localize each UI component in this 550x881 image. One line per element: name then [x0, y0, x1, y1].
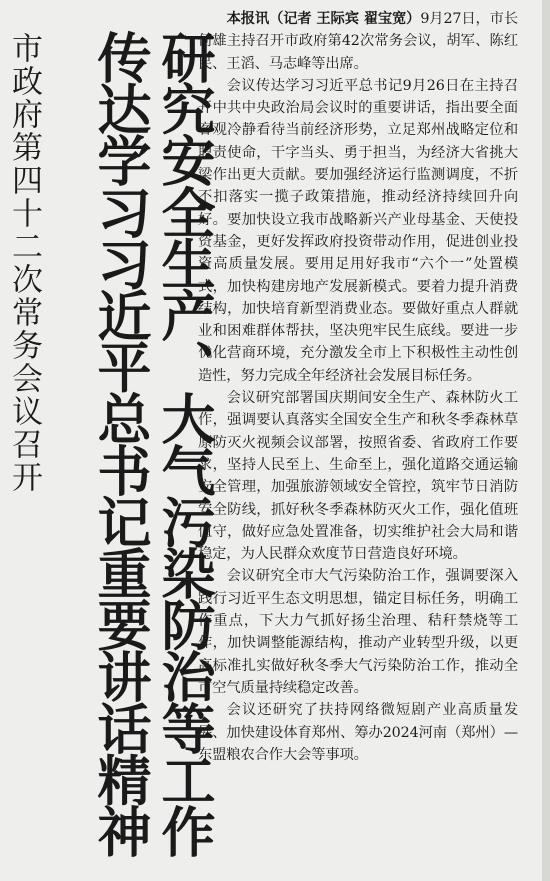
article-lead-text: 9月27日，市长何雄主持召开市政府第42次常务会议，胡军、陈红民、王滔、马志峰等出席。 — [198, 11, 518, 72]
article-subheadline: 市政府第四十二次常务会议召开 — [6, 32, 42, 494]
article-paragraph — [198, 8, 518, 75]
article-byline: 本报讯（记者 王际宾 翟宝宽） — [226, 11, 421, 27]
article-headline: 研究安全生产、大气污染防治等工作传达学习习近平总书记重要讲话精神 — [89, 30, 216, 856]
article-paragraph: 会议还研究了扶持网络微短剧产业高质量发展、加快建设体育郑州、筹办2024河南（郑州）—东盟粮农合作大会等事项。 — [198, 702, 518, 763]
article-paragraph: 会议研究部署国庆期间安全生产、森林防火工作，强调要认真落实全国安全生产和秋冬季森林草原防灭火视频会议部署，按照省委、省政府工作要求，坚持人民至上、生命至上，强化道路交通运输安全管理，加强旅游领域安全管控，筑牢节日消防安全防线，抓好秋冬季森林防灭火工作，强化值班值守，做好应急处置准备，切实维护社会大局和谐稳定，为人民群众欢度节日营造良好环境。 — [198, 390, 518, 563]
page-edge-divider — [542, 0, 550, 881]
article-body — [198, 8, 518, 766]
article-paragraph: 会议传达学习习近平总书记9月26日在主持召开中共中央政治局会议时的重要讲话，指出要全面客观冷静看待当前经济形势，立足郑州战略定位和职责使命，干字当头、勇于担当，为经济大省挑大梁作出更大贡献。要加强经济运行监测调度，不折不扣落实一揽子政策措施，推动经济持续回升向好。要加快设立我市战略新兴产业母基金、天使投资基金，更好发挥政府投资带动作用，促进创业投资高质量发展。要用足用好我市“六个一”处置模式，加快构建房地产发展新模式。要着力提升消费结构，加快培育新型消费业态。要做好重点人群就业和困难群体帮扶，坚决兜牢民生底线。要进一步优化营商环境，充分激发全市上下积极性主动性创造性，努力完成全年经济社会发展目标任务。 — [198, 77, 518, 384]
article-paragraph: 会议研究全市大气污染防治工作，强调要深入践行习近平生态文明思想，锚定目标任务，明确工作重点，下大力气抓好扬尘治理、秸秆禁烧等工作，加快调整能源结构，推动产业转型升级，以更高标准扎实做好秋冬季大气污染防治工作，推动全市空气质量持续稳定改善。 — [198, 568, 518, 696]
